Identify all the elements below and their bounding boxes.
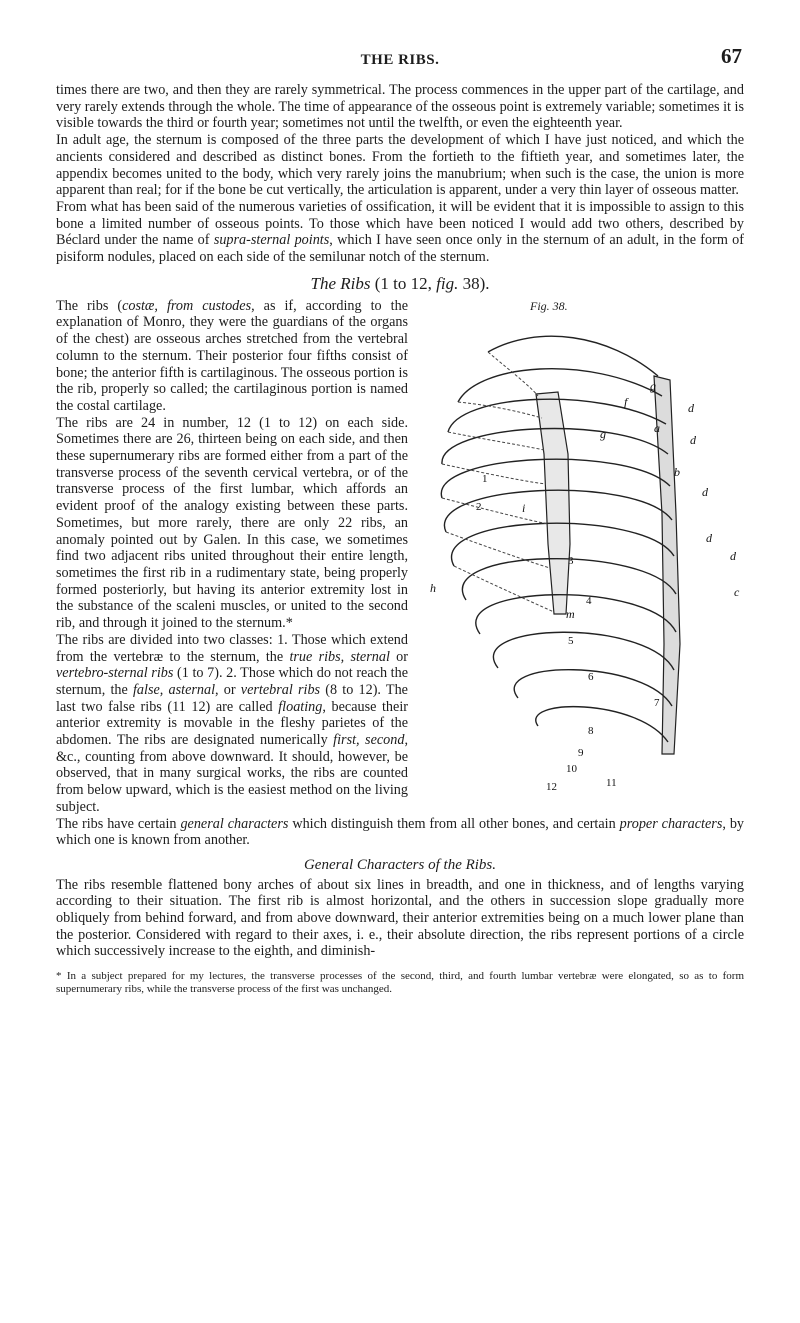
rib-label-9: 9 xyxy=(578,746,584,759)
figure-caption: Fig. 38. xyxy=(530,298,568,313)
page-number: 67 xyxy=(721,44,742,68)
heading-part: (1 to 12, xyxy=(370,273,437,293)
term-floating: floating xyxy=(278,698,323,715)
term-first-second: first, second xyxy=(333,732,405,749)
term-supra-sternal: supra-sternal points xyxy=(213,232,330,249)
paragraph-general-characters: The ribs resemble flattened bony arches of about six lines in breadth, and one in thickness, and of lengths varying according to their situation. The first rib is almost horizontal, and the others in succession slope gradually more obliquely from behind forward, and from above downward, their anterior extremities being on a much lower plane than the posterior. Considered with regard to their axes, i. e., their absolute direction, the ribs represent portions of a circle which successively increase to the eighth, and diminish- xyxy=(56,876,744,960)
running-title: THE RIBS. xyxy=(360,52,440,68)
paragraph-adult-sternum: In adult age, the sternum is composed of the three parts the development of which I have just noticed, and which the ancients considered and described as distinct bones. From the fortieth to the fiftieth year, and sometimes later, the appendix becomes united to the body, which very rarely joins the manubrium; when such is the case, the union is more apparent than real; for if the bone be cut vertically, the articulation is apparent, under a very thin layer of osseous matter. xyxy=(56,132,744,199)
text-run: , by which one is known from another. xyxy=(56,815,745,849)
paragraph-ribs-number: The ribs are 24 in number, 12 (1 to 12) on each side. Sometimes there are 26, thirteen being on each side, and then these supernumerary ribs are formed either from a part of the transverse process of the seventh cervical vertebra, or of the transverse process of the first lumbar, which affords an evident proof of the analogy existing between these parts. Sometimes, but more rarely, there are only 22 ribs, an anomaly pointed out by Galen. In this case, we sometimes find two adjacent ribs united throughout their entire length, sometimes the first rib in a rudimentary state, being properly formed posteriorly, but having its anterior extremity lost in the substance of the scaleni muscles, or united to the second rib, and through it joined to the sternum.* xyxy=(56,414,408,632)
text-run: The ribs have certain xyxy=(56,815,181,832)
text-run: The ribs ( xyxy=(56,297,123,314)
text-run: The ribs are divided into two classes: 1. Those which extend from the vertebræ to the sternum, the xyxy=(56,631,408,665)
term-vertebral-ribs: vertebral ribs xyxy=(240,681,321,698)
letter-label-d2: d xyxy=(690,432,696,447)
footnote-mark: * xyxy=(56,970,62,983)
rib-label-11: 11 xyxy=(606,776,617,789)
footnote-text: In a subject prepared for my lectures, the transverse processes of the second, third, and fourth lumbar vertebræ were elongated, so as to form supernumerary ribs, while the transverse process of the first was unchanged. xyxy=(56,970,745,996)
term-general-characters: general characters xyxy=(180,815,289,832)
rib-label-3: 3 xyxy=(568,554,574,567)
rib-cage-illustration xyxy=(418,314,760,794)
cartilage-shape xyxy=(442,464,546,484)
cartilage-shape xyxy=(488,352,538,396)
text-run: From what has been said of the numerous varieties of ossification, it will be evident that it is impossible to assign to this bone a limited number of osseous points. To those which have been noticed I would add two others, described by Béclard under the name of xyxy=(56,198,744,249)
cartilage-shape xyxy=(458,402,542,418)
letter-label-d1: d xyxy=(688,400,694,415)
letter-label-g: g xyxy=(650,378,656,393)
rib-label-12: 12 xyxy=(546,780,557,793)
rib-label-10: 10 xyxy=(566,762,577,775)
term-proper-characters: proper characters xyxy=(619,815,723,832)
cartilage-shape xyxy=(454,566,554,612)
rib-shape xyxy=(493,632,674,670)
letter-label-g2: g xyxy=(600,426,606,441)
rib-label-1: 1 xyxy=(482,472,488,485)
text-run: , which I have seen once only in the sternum of an adult, in the form of pisiform nodules, placed on each side of the semilunar notch of the sternum. xyxy=(56,232,744,266)
term-false-ribs: false, asternal xyxy=(132,681,216,698)
letter-label-c: c xyxy=(734,584,740,599)
text-run: , &c., counting from above downward. It should, however, be observed, that in many surgical works, the ribs are counted from below upward, which is the easiest method on the living subject. xyxy=(56,732,408,815)
paragraph-osseous-points xyxy=(56,199,744,266)
heading-part: The Ribs xyxy=(310,273,371,293)
cartilage-shape xyxy=(442,498,548,524)
text-run: which distinguish them from all other bones, and certain xyxy=(288,815,620,832)
running-head xyxy=(56,44,744,82)
term-vertebro-sternal: vertebro-sternal ribs xyxy=(56,665,174,682)
letter-label-a: a xyxy=(654,420,660,435)
term-true-ribs: true ribs, sternal xyxy=(289,648,390,665)
rib-label-7: 7 xyxy=(654,696,660,709)
rib-label-2: 2 xyxy=(476,500,482,513)
heading-part: fig. xyxy=(436,273,459,293)
letter-label-d5: d xyxy=(730,548,736,563)
rib-shape xyxy=(476,594,676,633)
cartilage-shape xyxy=(446,532,550,568)
text-run: (8 to 12). The last two false ribs (11 12) are called xyxy=(56,681,408,715)
letter-label-m: m xyxy=(566,606,575,621)
rib-label-8: 8 xyxy=(588,724,594,737)
rib-shape xyxy=(536,706,668,741)
paragraph-ossification-continued: times there are two, and then they are rarely symmetrical. The process commences in the upper part of the cartilage, and very rarely extends through the whole. The time of appearance of the osseous point is extremely variable; sometimes it is visible towards the third or fourth year; sometimes not until the twelfth, or even the eighteenth year. xyxy=(56,82,744,132)
footnote xyxy=(56,970,744,996)
sub-heading-general-characters: General Characters of the Ribs. xyxy=(303,856,497,873)
rib-label-5: 5 xyxy=(568,634,574,647)
letter-label-f: f xyxy=(624,394,628,409)
text-run: , or xyxy=(215,681,241,698)
section-heading-ribs xyxy=(56,274,744,294)
letter-label-d3: d xyxy=(702,484,708,499)
letter-label-b: b xyxy=(674,464,680,479)
rib-label-6: 6 xyxy=(588,670,594,683)
term-costae: costæ, from custodes xyxy=(122,297,252,314)
letter-label-d4: d xyxy=(706,530,712,545)
rib-label-4: 4 xyxy=(586,594,592,607)
heading-part: 38). xyxy=(458,273,490,293)
text-run: , because their anterior extremity is movable in the fleshy parietes of the abdomen. The ribs are designated numerically xyxy=(56,698,408,749)
text-run: , as if, according to the explanation of Monro, they were the guardians of the organs of the chest) are osseous arches stretched from the vertebral column to the sternum. Their posterior four fifths consist of bone; the anterior fifth is cartilaginous. The osseous portion is the rib, properly so called; the cartilaginous portion is named the costal cartilage. xyxy=(56,297,408,414)
sternum-shape xyxy=(536,392,570,614)
rib-shape xyxy=(458,368,662,401)
figure-38 xyxy=(418,298,760,796)
paragraph-ribs-characters xyxy=(56,816,744,849)
text-run: or xyxy=(389,648,408,665)
cartilage-shape xyxy=(448,432,544,450)
letter-label-i: i xyxy=(522,500,526,515)
text-run: (1 to 7). 2. Those which do not reach the sternum, the xyxy=(56,665,409,698)
letter-label-h: h xyxy=(430,580,436,595)
